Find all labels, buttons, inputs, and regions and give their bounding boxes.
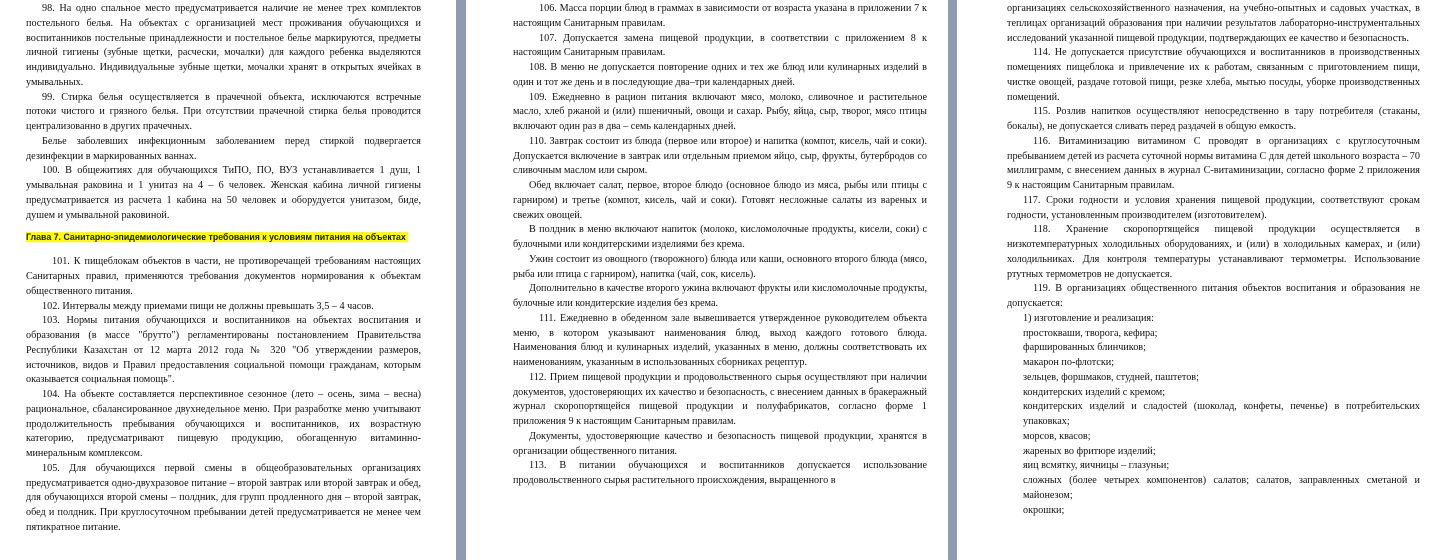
list-item: макарон по-флотски; bbox=[1023, 357, 1115, 368]
paragraph-114: 114. Не допускается присутствие обучающихся и воспитанников в производственных помещениях пищеблока и привлечение их к работам, связанным с приготовлением пищи, чистке овощей, раздаче готовой пищи, резке хлеба, мытью посуды, уборке производственных помещений. bbox=[1007, 47, 1420, 103]
list-item: простокваши, творога, кефира; bbox=[1023, 327, 1158, 339]
paragraph-110-snack: В полдник в меню включают напиток (молоко, кисломолочные продукты, кисели, соки) с булочными или кондитерскими изделиями без крема. bbox=[513, 224, 927, 250]
paragraph-113-continued: организациях сельскохозяйственного назначения, на учебно-опытных и садовых участках, в теплицах организаций образования при наличии результатов лабораторно-инструментальных исследований указанной пищевой продукции, подтверждающих ее качество и безопасность. bbox=[1007, 3, 1420, 44]
document-page-left bbox=[0, 0, 456, 560]
list-item: яиц всмятку, яичницы – глазуньи; bbox=[1023, 460, 1170, 472]
paragraph-99-continued: Белье заболевших инфекционным заболеванием перед стиркой подвергается дезинфекции в маркированных ваннах. bbox=[26, 135, 421, 162]
paragraph-108: 108. В меню не допускается повторение одних и тех же блюд или кулинарных изделий в один и тот же день и в последующие два–три календарных дней. bbox=[513, 62, 927, 88]
list-item: сложных (более четырех компонентов) салатов; салатов, заправленных сметаной и майонезом; bbox=[1023, 475, 1420, 501]
paragraph-99: 99. Стирка белья осуществляется в прачечной объекта, исключаются встречные потоки чистого и грязного белья. При отсутствии прачечной стирка белья проводится централизованно в других прачечных. bbox=[26, 91, 421, 132]
paragraph-98: 98. На одно спальное место предусматривается наличие не менее трех комплектов постельного белья. На объектах с организацией мест проживания обучающихся и воспитанников постельные принадлежности и постельное белье маркируются, предметы личной гигиены (зубные щетки, расчески, мочалки) для каждого ребенка выделяются индивидуально. Индивидуальные зубные щетки, мочалки хранят в открытых ячейках в умывальных. bbox=[26, 3, 421, 88]
list-item: зельцев, форшмаков, студней, паштетов; bbox=[1023, 371, 1199, 383]
paragraph-117: 117. Сроки годности и условия хранения пищевой продукции, соответствуют срокам годности, установленным производителем (изготовителем). bbox=[1007, 194, 1420, 221]
paragraph-102: 102. Интервалы между приемами пищи не должны превышать 3,5 – 4 часов. bbox=[42, 300, 374, 312]
list-item: кондитерских изделий с кремом; bbox=[1023, 386, 1166, 398]
list-item: кондитерских изделий и сладостей (шоколад, конфеты, печенье) в потребительских упаковках; bbox=[1023, 401, 1420, 427]
paragraph-104: 104. На объекте составляется перспективное сезонное (лето – осень, зима – весна) рациональное, сбалансированное двухнедельное меню. При разработке меню учитывают продолжительность пребывания обучающихся и воспитанников, их возрастную категорию, предусматривают пищевую продукцию, обогащенную витаминно-минеральным комплексом. bbox=[26, 389, 421, 459]
paragraph-100: 100. В общежитиях для обучающихся ТиПО, ПО, ВУЗ устанавливается 1 душ, 1 умывальная раковина и 1 унитаз на 4 – 6 человек. Женская кабина личной гигиены предусматривается из расчета 1 кабина на 50 человек и оборудуется унитазом, биде, душем и умывальной раковиной. bbox=[26, 165, 421, 221]
document-page-right bbox=[957, 0, 1431, 560]
page-text-left bbox=[26, 2, 421, 536]
chapter-heading-text: Глава 7. Санитарно-эпидемиологические требования к условиям питания на объектах bbox=[26, 232, 406, 243]
paragraph-112-continued: Документы, удостоверяющие качество и безопасность пищевой продукции, хранятся в организации общественного питания. bbox=[513, 430, 927, 457]
list-item: морсов, квасов; bbox=[1023, 430, 1091, 442]
paragraph-106: 106. Масса порции блюд в граммах в зависимости от возраста указана в приложении 7 к настоящим Санитарным правилам. bbox=[513, 3, 927, 29]
list-item: жареных во фритюре изделий; bbox=[1023, 445, 1156, 457]
page-gap-right bbox=[948, 0, 957, 560]
page-text-middle bbox=[513, 2, 927, 489]
paragraph-116: 116. Витаминизацию витамином С проводят в организациях с круглосуточным пребыванием детей из расчета суточной нормы витамина С для детей школьного возраста – 70 миллиграмм, с внесением данных в журнал С-витаминизации, согласно форме 2 приложения 9 к настоящим Санитарным правилам. bbox=[1007, 135, 1420, 191]
list-item: фаршированных блинчиков; bbox=[1023, 342, 1146, 354]
paragraph-118: 118. Хранение скоропортящейся пищевой продукции осуществляется в низкотемпературных холодильных оборудованиях, и (или) в холодильных камерах, и (или) холодильниках. Для контроля температуры устанавливают термометры. Использование ртутных термометров не допускается. bbox=[1007, 224, 1420, 280]
paragraph-119: 119. В организациях общественного питания объектов воспитания и образования не допускается: bbox=[1007, 283, 1420, 309]
list-item: 1) изготовление и реализация: bbox=[1023, 312, 1154, 324]
page-gap-left bbox=[456, 0, 466, 560]
list-item: окрошки; bbox=[1023, 504, 1065, 516]
paragraph-105: 105. Для обучающихся первой смены в общеобразовательных организациях предусматривается одно-двухразовое питание – второй завтрак или второй завтрак и обед, для обучающихся второй смены – полдник, для групп продленного дня – второй завтрак, обед и полдник. При круглосуточном пребывании детей предусматривается не менее чем пятикратное питание. bbox=[26, 462, 421, 533]
paragraph-109: 109. Ежедневно в рацион питания включают мясо, молоко, сливочное и растительное масло, хлеб ржаной и (или) пшеничный, овощи и сахар. Рыбу, яйца, сыр, творог, мясо птицы включают один раз в два – семь календарных дней. bbox=[513, 91, 927, 132]
paragraph-110-dinner: Обед включает салат, первое, второе блюдо (основное блюдо из мяса, рыбы или птицы с гарниром) и третье (компот, кисель, чай и соки). Готовят несложные салаты из вареных и свежих овощей. bbox=[513, 180, 927, 221]
paragraph-101: 101. К пищеблокам объектов в части, не противоречащей требованиям настоящих Санитарных правил, применяются требования документов нормирования к объектам общественного питания. bbox=[26, 256, 421, 297]
paragraph-115: 115. Розлив напитков осуществляют непосредственно в тару потребителя (стаканы, бокалы), не допускается сливать перед раздачей в общую емкость. bbox=[1007, 106, 1420, 132]
paragraph-110-supper: Ужин состоит из овощного (творожного) блюда или каши, основного второго блюда (мясо, рыба или птица с гарниром), напитка (чай, сок, кисель). bbox=[513, 253, 927, 280]
paragraph-112: 112. Прием пищевой продукции и продовольственного сырья осуществляют при наличии документов, удостоверяющих их качество и безопасность, с внесением данных в бракеражный журнал скоропортящейся пищевой продукции и полуфабрикатов, согласно форме 1 приложения 9 к настоящим Санитарным правилам. bbox=[513, 371, 927, 427]
chapter-heading bbox=[26, 231, 421, 243]
document-page-middle bbox=[466, 0, 948, 560]
paragraph-110-second-supper: Дополнительно в качестве второго ужина включают фрукты или кисломолочные продукты, булочные или кондитерские изделия без крема. bbox=[513, 283, 927, 309]
paragraph-103: 103. Нормы питания обучающихся и воспитанников на объектах воспитания и образования (в массе "брутто") регламентированы постановлением Правительства Республики Казахстан от 12 марта 2012 года № 320 "Об утверждении размеров, источников, видов и Правил предоставления социальной помощи гражданам, которым оказывается социальная помощь". bbox=[26, 315, 421, 386]
paragraph-113: 113. В питании обучающихся и воспитанников допускается использование продовольственного сырья растительного происхождения, выращенного в bbox=[513, 460, 927, 486]
page-text-right bbox=[1007, 2, 1420, 518]
paragraph-110: 110. Завтрак состоит из блюда (первое или второе) и напитка (компот, кисель, чай и соки). Допускается включение в завтрак или отдельным приемом яйцо, сыр, фрукты, бутербродов со сливочным маслом или сыром. bbox=[513, 135, 927, 177]
paragraph-111: 111. Ежедневно в обеденном зале вывешивается утвержденное руководителем объекта меню, в котором указывают наименования блюд, выход каждого готового блюда. Наименования блюд и кулинарных изделий, указанных в меню, должны соответствовать их наименованиям, указанным в использованных сборниках рецептур. bbox=[513, 312, 927, 368]
paragraph-107: 107. Допускается замена пищевой продукции, в соответствии с приложением 8 к настоящим Санитарным правилам. bbox=[513, 32, 927, 59]
